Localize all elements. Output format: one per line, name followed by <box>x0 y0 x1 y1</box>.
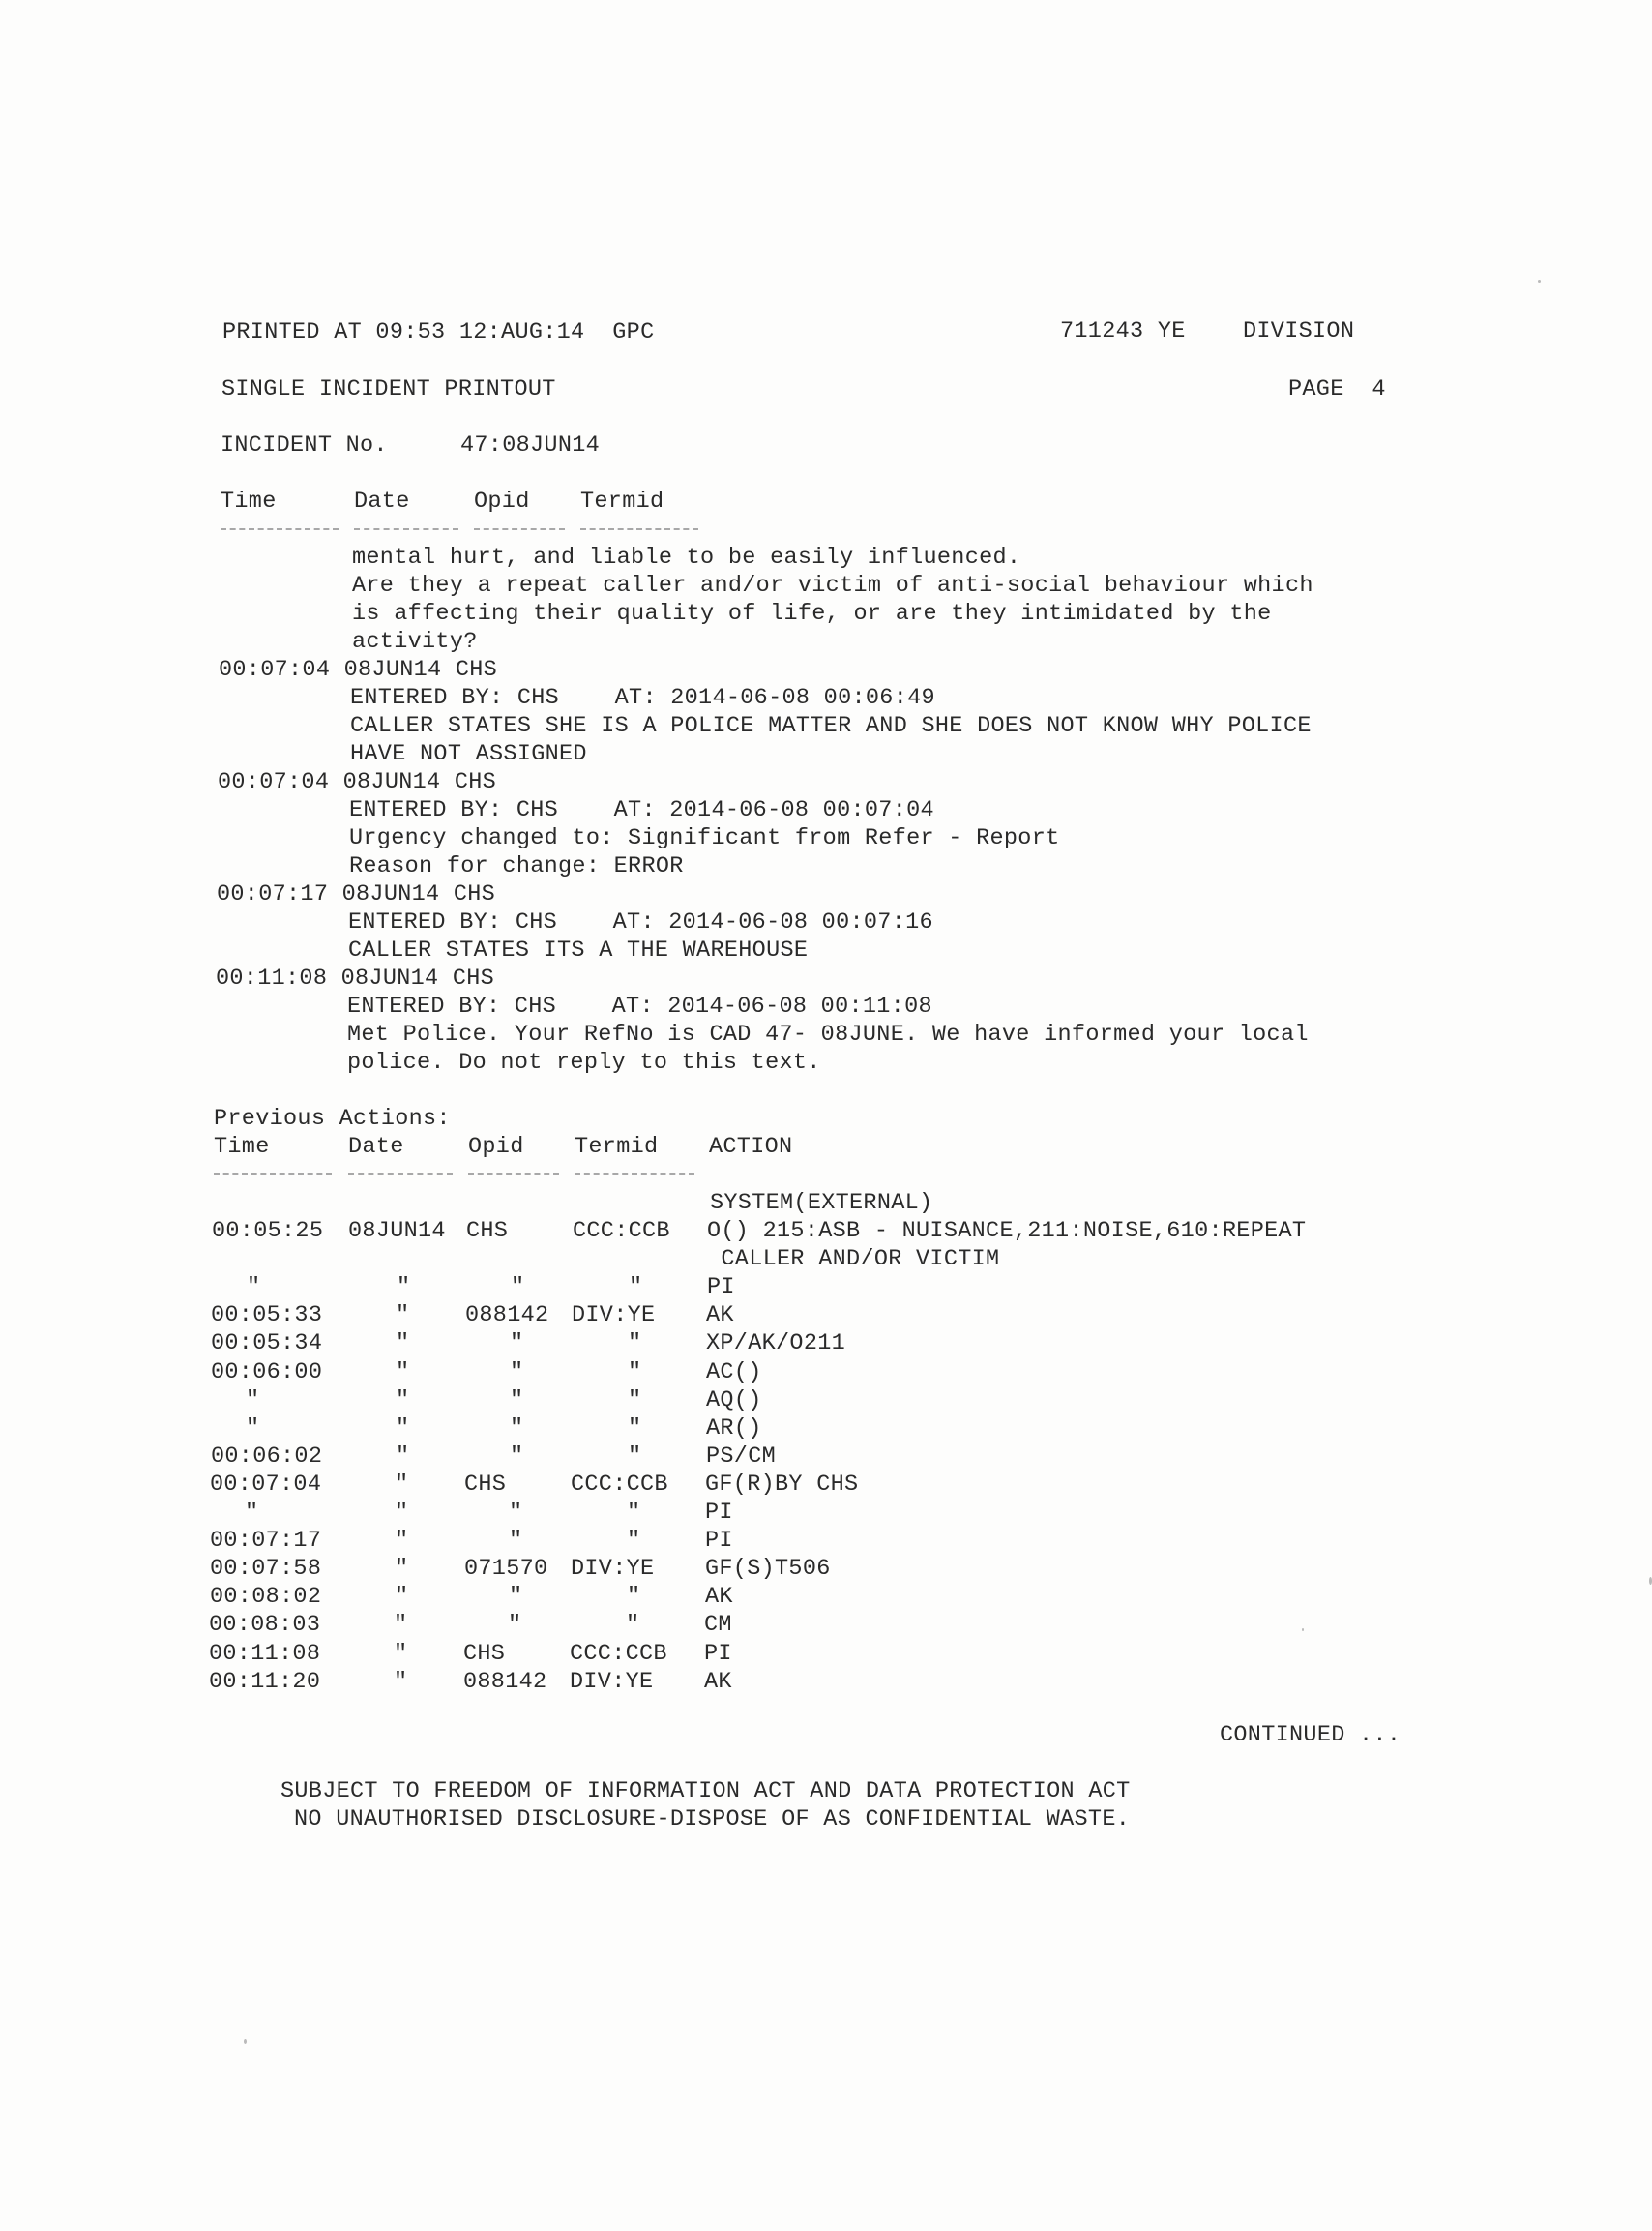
continued-note: CONTINUED ... <box>1220 1722 1401 1748</box>
action-row-action: AK <box>706 1302 734 1329</box>
action-row-opid: " <box>510 1414 524 1442</box>
action-row-action: GF(R)BY CHS <box>705 1471 859 1498</box>
log-text-line: ENTERED BY: CHS AT: 2014-06-08 00:06:49 <box>350 685 935 711</box>
action-row-date: " <box>394 1612 408 1639</box>
action-row-opid: CHS <box>463 1640 506 1667</box>
action-row-time: 00:06:00 <box>211 1358 323 1385</box>
division-id: 711243 YE <box>1060 318 1186 344</box>
actions-header-rule <box>214 1173 332 1175</box>
action-row-termid: " <box>628 1330 642 1357</box>
log-text-line: Reason for change: ERROR <box>349 853 684 879</box>
actions-col-opid: Opid <box>468 1134 524 1160</box>
page-title: SINGLE INCIDENT PRINTOUT <box>221 376 556 402</box>
action-row-time: 00:11:20 <box>209 1668 321 1695</box>
action-row-opid: " <box>510 1386 524 1413</box>
action-row-termid: CCC:CCB <box>571 1471 668 1498</box>
action-row-opid: " <box>510 1358 524 1385</box>
action-row-termid: DIV:YE <box>572 1302 656 1329</box>
action-row-opid: " <box>508 1612 522 1639</box>
action-row-opid: CHS <box>464 1471 507 1498</box>
action-row-date: " <box>395 1500 409 1526</box>
action-row-date: " <box>395 1556 409 1583</box>
log-entry-stamp: 00:07:04 08JUN14 CHS <box>219 657 498 683</box>
action-row-date: " <box>395 1528 409 1555</box>
action-row-termid: " <box>628 1386 642 1413</box>
action-row-time: " <box>245 1500 259 1526</box>
actions-col-action: ACTION <box>709 1134 793 1160</box>
action-row-termid: DIV:YE <box>571 1556 655 1583</box>
actions-col-time: Time <box>214 1134 270 1160</box>
action-row-action: AK <box>704 1668 732 1695</box>
log-header-rule <box>354 528 458 530</box>
log-text-line: Met Police. Your RefNo is CAD 47- 08JUNE. We have informed your local <box>347 1022 1309 1048</box>
action-row-termid: " <box>628 1414 642 1442</box>
action-row-action: PI <box>707 1274 735 1301</box>
action-row-time: " <box>247 1274 261 1301</box>
action-row-action: PI <box>705 1500 733 1526</box>
footer-line: SUBJECT TO FREEDOM OF INFORMATION ACT AND DATA PROTECTION ACT <box>280 1778 1131 1804</box>
scan-speck <box>1538 280 1541 283</box>
log-text-line: ENTERED BY: CHS AT: 2014-06-08 00:11:08 <box>347 994 932 1020</box>
action-row-termid: CCC:CCB <box>573 1218 670 1244</box>
action-row-time: 00:07:17 <box>210 1528 322 1555</box>
action-row-time: 00:11:08 <box>209 1640 321 1667</box>
action-row-action: O() 215:ASB - NUISANCE,211:NOISE,610:REPEAT <box>707 1218 1307 1244</box>
action-row-termid: " <box>628 1358 642 1385</box>
action-row-termid: " <box>627 1528 641 1555</box>
action-row-action: AR() <box>706 1414 762 1442</box>
actions-header-rule <box>348 1173 453 1175</box>
log-col-date: Date <box>354 489 410 515</box>
incident-label: INCIDENT No. <box>221 432 388 459</box>
action-row-date: 08JUN14 <box>348 1218 446 1244</box>
action-row-termid: CCC:CCB <box>570 1640 667 1667</box>
action-row-date: " <box>397 1274 411 1301</box>
log-header-rule <box>474 528 565 530</box>
action-row-opid: 088142 <box>465 1302 549 1329</box>
log-col-time: Time <box>221 489 277 515</box>
action-row-time: 00:06:02 <box>211 1443 323 1470</box>
scan-speck <box>1302 1628 1304 1631</box>
log-entry-stamp: 00:07:17 08JUN14 CHS <box>217 881 496 907</box>
action-row-opid: " <box>509 1500 523 1526</box>
log-text-line: Are they a repeat caller and/or victim of anti-social behaviour which <box>352 573 1313 599</box>
log-col-opid: Opid <box>474 489 530 515</box>
action-row-opid: " <box>509 1584 523 1611</box>
action-row-time: " <box>246 1386 260 1413</box>
log-entry-stamp: 00:11:08 08JUN14 CHS <box>216 966 495 992</box>
log-text-line: police. Do not reply to this text. <box>347 1050 821 1076</box>
action-row-action: GF(S)T506 <box>705 1556 831 1583</box>
action-row-action: PI <box>704 1640 732 1667</box>
action-row-opid: 088142 <box>463 1668 547 1695</box>
action-row-date: " <box>396 1302 410 1329</box>
action-row-time: 00:05:33 <box>211 1302 323 1329</box>
action-row-date: " <box>396 1443 410 1470</box>
action-row-termid: " <box>629 1274 643 1301</box>
action-row-opid: 071570 <box>464 1556 548 1583</box>
system-line: SYSTEM(EXTERNAL) <box>710 1190 933 1216</box>
page-number: PAGE 4 <box>1288 376 1386 402</box>
action-row-action: AQ() <box>706 1386 762 1413</box>
incident-number: 47:08JUN14 <box>460 432 601 459</box>
action-row-opid: " <box>511 1274 525 1301</box>
scan-speck <box>244 2039 247 2044</box>
action-row-date: " <box>396 1358 410 1385</box>
previous-actions-title: Previous Actions: <box>214 1106 451 1132</box>
action-row-opid: CHS <box>466 1218 509 1244</box>
action-row-action: PI <box>705 1528 733 1555</box>
footer-line: NO UNAUTHORISED DISCLOSURE-DISPOSE OF AS CONFIDENTIAL WASTE. <box>294 1806 1131 1832</box>
action-row-opid: " <box>509 1528 523 1555</box>
actions-header-rule <box>468 1173 559 1175</box>
division-label: DIVISION <box>1243 318 1355 344</box>
action-row-action: CM <box>704 1612 732 1639</box>
log-text-line: HAVE NOT ASSIGNED <box>350 741 587 767</box>
log-text-line: CALLER STATES ITS A THE WAREHOUSE <box>348 937 809 964</box>
action-row-time: " <box>246 1414 260 1442</box>
log-text-line: mental hurt, and liable to be easily influenced. <box>352 545 1021 571</box>
log-header-rule <box>221 528 339 530</box>
log-text-line: ENTERED BY: CHS AT: 2014-06-08 00:07:04 <box>349 797 934 823</box>
action-row-action: AC() <box>706 1358 762 1385</box>
action-row-date: " <box>395 1584 409 1611</box>
action-row-time: 00:08:03 <box>209 1612 321 1639</box>
log-header-rule <box>580 528 698 530</box>
action-row-termid: " <box>627 1584 641 1611</box>
action-row-date: " <box>396 1386 410 1413</box>
action-row-time: 00:07:04 <box>210 1471 322 1498</box>
action-row-termid: " <box>628 1443 642 1470</box>
action-row-action: XP/AK/O211 <box>706 1330 846 1357</box>
action-row-time: 00:08:02 <box>210 1584 322 1611</box>
action-row-termid: " <box>627 1500 641 1526</box>
action-row-action: PS/CM <box>706 1443 777 1470</box>
action-row-date: " <box>394 1640 408 1667</box>
action-row-time: 00:05:34 <box>211 1330 323 1357</box>
log-text-line: is affecting their quality of life, or are they intimidated by the <box>352 601 1272 627</box>
action-row-date: " <box>396 1330 410 1357</box>
printed-at: PRINTED AT 09:53 12:AUG:14 GPC <box>222 319 655 345</box>
action-row-action: CALLER AND/OR VICTIM <box>707 1246 1000 1273</box>
log-text-line: CALLER STATES SHE IS A POLICE MATTER AND SHE DOES NOT KNOW WHY POLICE <box>350 713 1312 739</box>
action-row-opid: " <box>510 1443 524 1470</box>
action-row-date: " <box>395 1471 409 1498</box>
log-text-line: activity? <box>352 629 478 655</box>
action-row-action: AK <box>705 1584 733 1611</box>
action-row-date: " <box>396 1414 410 1442</box>
log-text-line: Urgency changed to: Significant from Refer - Report <box>349 825 1060 851</box>
actions-col-date: Date <box>348 1134 404 1160</box>
actions-header-rule <box>575 1173 694 1175</box>
action-row-termid: DIV:YE <box>570 1668 654 1695</box>
log-text-line: ENTERED BY: CHS AT: 2014-06-08 00:07:16 <box>348 909 933 936</box>
action-row-date: " <box>394 1668 408 1695</box>
action-row-time: 00:07:58 <box>210 1556 322 1583</box>
log-col-termid: Termid <box>580 489 664 515</box>
action-row-termid: " <box>626 1612 640 1639</box>
action-row-time: 00:05:25 <box>212 1218 324 1244</box>
actions-col-termid: Termid <box>575 1134 659 1160</box>
log-entry-stamp: 00:07:04 08JUN14 CHS <box>218 769 497 795</box>
action-row-opid: " <box>510 1330 524 1357</box>
